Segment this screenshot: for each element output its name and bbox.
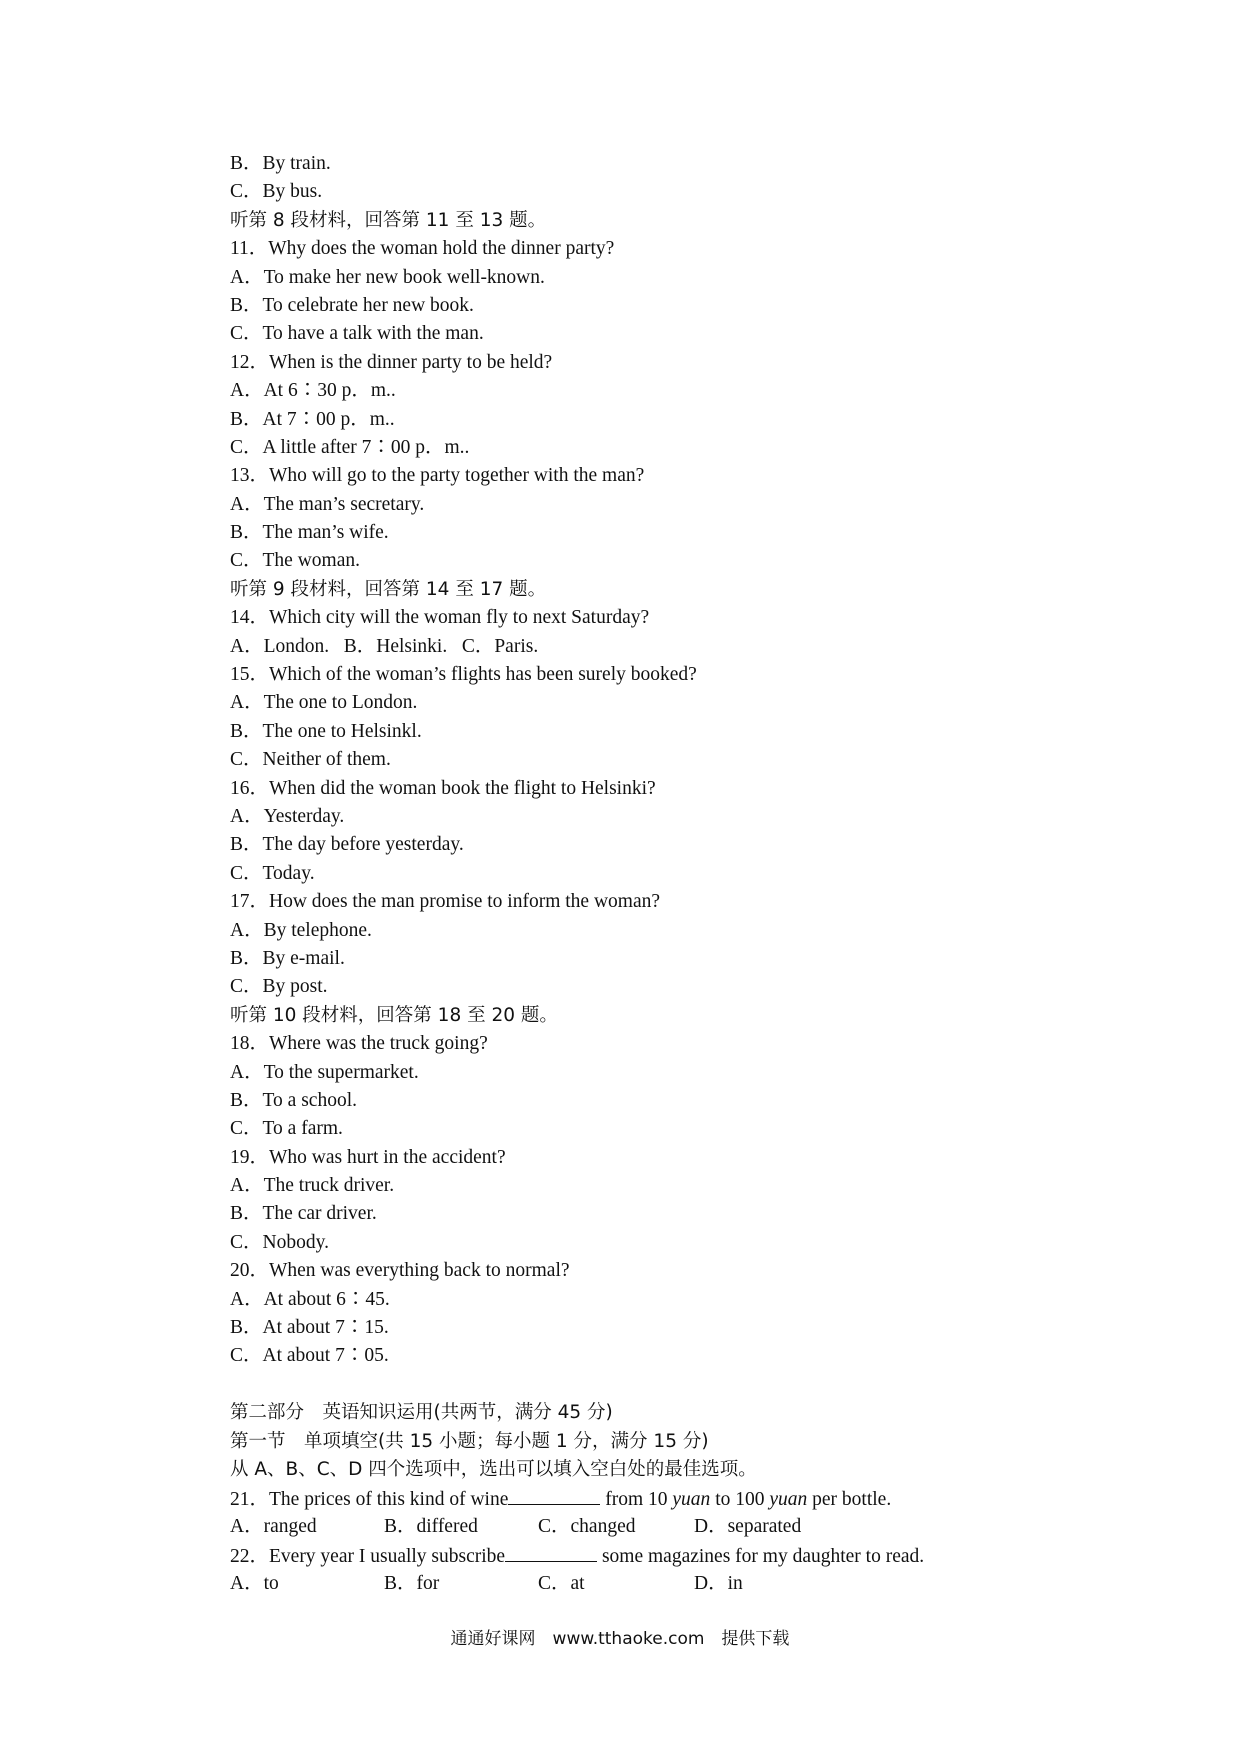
option-d: D．in	[694, 1572, 743, 1594]
question-line: A．By telephone.	[230, 919, 372, 941]
question-line: A．London. B．Helsinki. C．Paris.	[230, 635, 539, 657]
q22-text: some magazines for my daughter to read.	[597, 1546, 925, 1568]
question-line: A．The truck driver.	[230, 1175, 395, 1197]
question-line: A．At about 6∶45.	[230, 1288, 390, 1310]
section-header: 听第 9 段材料，回答第 14 至 17 题。	[230, 578, 547, 600]
question-line: B．To a school.	[230, 1089, 357, 1111]
q21-unit: yuan	[672, 1489, 711, 1511]
question-line: C．Today.	[230, 862, 315, 884]
question-line: B．At about 7∶15.	[230, 1317, 389, 1339]
question-line: 11．Why does the woman hold the dinner party?	[230, 238, 615, 260]
question-line: C．By bus.	[230, 181, 323, 203]
q22-prefix: 22．Every year I usually subscribe	[230, 1546, 506, 1568]
q21-text: from 10	[600, 1489, 673, 1511]
page-footer: 通通好课网 www.tthaoke.com 提供下载	[450, 1629, 790, 1649]
question-line: 14．Which city will the woman fly to next Saturday?	[230, 607, 650, 629]
question-line: 13．Who will go to the party together with the man?	[230, 465, 645, 487]
q21-prefix: 21．The prices of this kind of wine	[230, 1489, 509, 1511]
question-line: A．At 6∶30 p．m..	[230, 380, 396, 402]
question-line: A．To make her new book well-known.	[230, 266, 545, 288]
option-a: A．ranged	[230, 1515, 317, 1537]
section-header: 听第 8 段材料，回答第 11 至 13 题。	[230, 209, 547, 231]
question-line: C．At about 7∶05.	[230, 1345, 389, 1367]
question-line: 12．When is the dinner party to be held?	[230, 351, 553, 373]
question-line: B．To celebrate her new book.	[230, 294, 474, 316]
option-b: B．differed	[384, 1515, 478, 1537]
question-line: C．To a farm.	[230, 1118, 343, 1140]
option-d: D．separated	[694, 1515, 802, 1537]
question-lines	[230, 150, 1130, 1371]
question-22	[230, 1541, 1130, 1569]
section1-title: 第一节 单项填空(共 15 小题；每小题 1 分，满分 15 分)	[230, 1430, 709, 1452]
section-header: 听第 10 段材料，回答第 18 至 20 题。	[230, 1004, 558, 1026]
q21-text: to 100	[710, 1489, 770, 1511]
question-line: B．The one to Helsinkl.	[230, 720, 422, 742]
question-line: B．The man’s wife.	[230, 522, 389, 544]
question-line: 17．How does the man promise to inform the woman?	[230, 891, 660, 913]
answer-blank	[508, 1484, 600, 1505]
q21-text: per bottle.	[807, 1489, 892, 1511]
option-c: C．at	[538, 1572, 585, 1594]
question-line: A．The one to London.	[230, 692, 418, 714]
page-content	[230, 150, 1130, 1598]
question-line: 20．When was everything back to normal?	[230, 1260, 570, 1282]
question-line: B．By e-mail.	[230, 947, 345, 969]
question-line: A．To the supermarket.	[230, 1061, 419, 1083]
question-line: 16．When did the woman book the flight to Helsinki?	[230, 777, 656, 799]
q21-unit: yuan	[769, 1489, 808, 1511]
question-line: 19．Who was hurt in the accident?	[230, 1146, 506, 1168]
question-line: 18．Where was the truck going?	[230, 1033, 488, 1055]
question-line: C．Neither of them.	[230, 749, 391, 771]
answer-blank	[505, 1541, 597, 1562]
question-line: 15．Which of the woman’s flights has been surely booked?	[230, 664, 697, 686]
option-a: A．to	[230, 1572, 279, 1594]
question-line: B．By train.	[230, 153, 331, 174]
question-line: A．The man’s secretary.	[230, 493, 425, 515]
question-line: A．Yesterday.	[230, 805, 345, 827]
question-line: B．At 7∶00 p．m..	[230, 408, 395, 430]
question-line: C．A little after 7∶00 p．m..	[230, 436, 470, 458]
question-21	[230, 1484, 1130, 1512]
question-line: B．The car driver.	[230, 1203, 377, 1225]
question-line: C．By post.	[230, 976, 328, 998]
question-line: C．To have a talk with the man.	[230, 323, 484, 345]
part2-title: 第二部分 英语知识运用(共两节，满分 45 分)	[230, 1402, 613, 1424]
spacer	[230, 1371, 1130, 1399]
section1-instruction: 从 A、B、C、D 四个选项中，选出可以填入空白处的最佳选项。	[230, 1458, 757, 1480]
q21-options	[230, 1513, 1130, 1541]
q22-options	[230, 1570, 1130, 1598]
question-line: C．The woman.	[230, 550, 360, 572]
option-b: B．for	[384, 1572, 440, 1594]
question-line: B．The day before yesterday.	[230, 834, 464, 856]
question-line: C．Nobody.	[230, 1231, 329, 1253]
option-c: C．changed	[538, 1515, 636, 1537]
